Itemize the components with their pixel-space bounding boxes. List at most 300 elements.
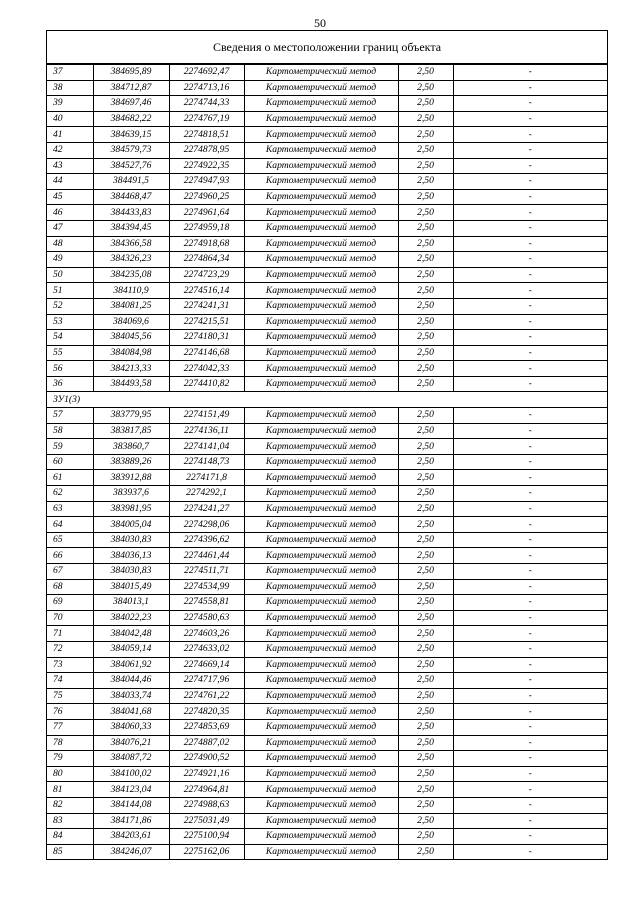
y-coordinate-cell: 2274633,02 bbox=[169, 641, 244, 657]
point-number-cell: 70 bbox=[47, 610, 93, 626]
method-cell: Картометрический метод bbox=[244, 423, 398, 439]
x-coordinate-cell: 384491,5 bbox=[93, 174, 169, 190]
accuracy-cell: 2,50 bbox=[398, 314, 453, 330]
accuracy-cell: 2,50 bbox=[398, 766, 453, 782]
x-coordinate-cell: 384081,25 bbox=[93, 298, 169, 314]
description-cell: - bbox=[453, 80, 607, 96]
description-cell: - bbox=[453, 96, 607, 112]
x-coordinate-cell: 384015,49 bbox=[93, 579, 169, 595]
description-cell: - bbox=[453, 766, 607, 782]
table-row bbox=[47, 142, 607, 158]
description-cell: - bbox=[453, 330, 607, 346]
description-cell: - bbox=[453, 486, 607, 502]
accuracy-cell: 2,50 bbox=[398, 782, 453, 798]
method-cell: Картометрический метод bbox=[244, 610, 398, 626]
accuracy-cell: 2,50 bbox=[398, 610, 453, 626]
accuracy-cell: 2,50 bbox=[398, 517, 453, 533]
method-cell: Картометрический метод bbox=[244, 517, 398, 533]
method-cell: Картометрический метод bbox=[244, 501, 398, 517]
description-cell: - bbox=[453, 595, 607, 611]
description-cell: - bbox=[453, 610, 607, 626]
y-coordinate-cell: 2274723,29 bbox=[169, 267, 244, 283]
y-coordinate-cell: 2274516,14 bbox=[169, 283, 244, 299]
description-cell: - bbox=[453, 813, 607, 829]
y-coordinate-cell: 2274853,69 bbox=[169, 719, 244, 735]
method-cell: Картометрический метод bbox=[244, 127, 398, 143]
method-cell: Картометрический метод bbox=[244, 298, 398, 314]
point-number-cell: 45 bbox=[47, 189, 93, 205]
method-cell: Картометрический метод bbox=[244, 314, 398, 330]
table-row bbox=[47, 517, 607, 533]
table-row bbox=[47, 829, 607, 845]
point-number-cell: 62 bbox=[47, 486, 93, 502]
y-coordinate-cell: 2274148,73 bbox=[169, 454, 244, 470]
accuracy-cell: 2,50 bbox=[398, 454, 453, 470]
point-number-cell: 76 bbox=[47, 704, 93, 720]
y-coordinate-cell: 2274959,18 bbox=[169, 220, 244, 236]
method-cell: Картометрический метод bbox=[244, 236, 398, 252]
y-coordinate-cell: 2274141,04 bbox=[169, 439, 244, 455]
accuracy-cell: 2,50 bbox=[398, 298, 453, 314]
x-coordinate-cell: 383937,6 bbox=[93, 486, 169, 502]
table-row bbox=[47, 735, 607, 751]
accuracy-cell: 2,50 bbox=[398, 579, 453, 595]
y-coordinate-cell: 2274603,26 bbox=[169, 626, 244, 642]
y-coordinate-cell: 2274988,63 bbox=[169, 797, 244, 813]
description-cell: - bbox=[453, 844, 607, 860]
point-number-cell: 83 bbox=[47, 813, 93, 829]
y-coordinate-cell: 2274558,81 bbox=[169, 595, 244, 611]
y-coordinate-cell: 2274713,16 bbox=[169, 80, 244, 96]
point-number-cell: 75 bbox=[47, 688, 93, 704]
method-cell: Картометрический метод bbox=[244, 330, 398, 346]
table-row bbox=[47, 595, 607, 611]
table-row bbox=[47, 236, 607, 252]
x-coordinate-cell: 384697,46 bbox=[93, 96, 169, 112]
x-coordinate-cell: 384044,46 bbox=[93, 673, 169, 689]
table-row bbox=[47, 641, 607, 657]
x-coordinate-cell: 384069,6 bbox=[93, 314, 169, 330]
y-coordinate-cell: 2274922,35 bbox=[169, 158, 244, 174]
description-cell: - bbox=[453, 298, 607, 314]
point-number-cell: 71 bbox=[47, 626, 93, 642]
x-coordinate-cell: 384682,22 bbox=[93, 111, 169, 127]
method-cell: Картометрический метод bbox=[244, 829, 398, 845]
description-cell: - bbox=[453, 829, 607, 845]
method-cell: Картометрический метод bbox=[244, 454, 398, 470]
table-row bbox=[47, 96, 607, 112]
y-coordinate-cell: 2275162,06 bbox=[169, 844, 244, 860]
description-cell: - bbox=[453, 579, 607, 595]
method-cell: Картометрический метод bbox=[244, 766, 398, 782]
accuracy-cell: 2,50 bbox=[398, 486, 453, 502]
table-row bbox=[47, 813, 607, 829]
description-cell: - bbox=[453, 641, 607, 657]
accuracy-cell: 2,50 bbox=[398, 688, 453, 704]
table-row bbox=[47, 782, 607, 798]
point-number-cell: 79 bbox=[47, 751, 93, 767]
x-coordinate-cell: 383817,85 bbox=[93, 423, 169, 439]
table-row bbox=[47, 704, 607, 720]
method-cell: Картометрический метод bbox=[244, 345, 398, 361]
description-cell: - bbox=[453, 719, 607, 735]
x-coordinate-cell: 383981,95 bbox=[93, 501, 169, 517]
method-cell: Картометрический метод bbox=[244, 688, 398, 704]
x-coordinate-cell: 384394,45 bbox=[93, 220, 169, 236]
point-number-cell: 82 bbox=[47, 797, 93, 813]
x-coordinate-cell: 384695,89 bbox=[93, 65, 169, 81]
x-coordinate-cell: 384433,83 bbox=[93, 205, 169, 221]
description-cell: - bbox=[453, 283, 607, 299]
accuracy-cell: 2,50 bbox=[398, 501, 453, 517]
method-cell: Картометрический метод bbox=[244, 470, 398, 486]
table-row bbox=[47, 283, 607, 299]
table-row bbox=[47, 439, 607, 455]
point-number-cell: 37 bbox=[47, 65, 93, 81]
y-coordinate-cell: 2274171,8 bbox=[169, 470, 244, 486]
description-cell: - bbox=[453, 797, 607, 813]
y-coordinate-cell: 2274717,96 bbox=[169, 673, 244, 689]
y-coordinate-cell: 2274864,34 bbox=[169, 252, 244, 268]
y-coordinate-cell: 2274818,51 bbox=[169, 127, 244, 143]
y-coordinate-cell: 2274292,1 bbox=[169, 486, 244, 502]
description-cell: - bbox=[453, 361, 607, 377]
y-coordinate-cell: 2274580,63 bbox=[169, 610, 244, 626]
x-coordinate-cell: 384712,87 bbox=[93, 80, 169, 96]
accuracy-cell: 2,50 bbox=[398, 735, 453, 751]
accuracy-cell: 2,50 bbox=[398, 205, 453, 221]
accuracy-cell: 2,50 bbox=[398, 439, 453, 455]
y-coordinate-cell: 2274136,11 bbox=[169, 423, 244, 439]
description-cell: - bbox=[453, 548, 607, 564]
table-row bbox=[47, 220, 607, 236]
point-number-cell: 65 bbox=[47, 532, 93, 548]
point-number-cell: 44 bbox=[47, 174, 93, 190]
table-row bbox=[47, 267, 607, 283]
method-cell: Картометрический метод bbox=[244, 579, 398, 595]
x-coordinate-cell: 384100,02 bbox=[93, 766, 169, 782]
table-row bbox=[47, 345, 607, 361]
accuracy-cell: 2,50 bbox=[398, 657, 453, 673]
x-coordinate-cell: 384013,1 bbox=[93, 595, 169, 611]
y-coordinate-cell: 2274761,22 bbox=[169, 688, 244, 704]
y-coordinate-cell: 2274947,93 bbox=[169, 174, 244, 190]
accuracy-cell: 2,50 bbox=[398, 548, 453, 564]
section-row bbox=[47, 392, 607, 408]
accuracy-cell: 2,50 bbox=[398, 532, 453, 548]
method-cell: Картометрический метод bbox=[244, 532, 398, 548]
section-label: ЗУ1(3) bbox=[47, 392, 607, 408]
method-cell: Картометрический метод bbox=[244, 96, 398, 112]
method-cell: Картометрический метод bbox=[244, 65, 398, 81]
x-coordinate-cell: 383912,88 bbox=[93, 470, 169, 486]
x-coordinate-cell: 384144,08 bbox=[93, 797, 169, 813]
x-coordinate-cell: 384527,76 bbox=[93, 158, 169, 174]
method-cell: Картометрический метод bbox=[244, 657, 398, 673]
table-row bbox=[47, 844, 607, 860]
description-cell: - bbox=[453, 626, 607, 642]
point-number-cell: 69 bbox=[47, 595, 93, 611]
method-cell: Картометрический метод bbox=[244, 376, 398, 392]
point-number-cell: 48 bbox=[47, 236, 93, 252]
point-number-cell: 67 bbox=[47, 564, 93, 580]
x-coordinate-cell: 384045,56 bbox=[93, 330, 169, 346]
description-cell: - bbox=[453, 220, 607, 236]
table-row bbox=[47, 376, 607, 392]
point-number-cell: 78 bbox=[47, 735, 93, 751]
point-number-cell: 54 bbox=[47, 330, 93, 346]
x-coordinate-cell: 384110,9 bbox=[93, 283, 169, 299]
description-cell: - bbox=[453, 782, 607, 798]
accuracy-cell: 2,50 bbox=[398, 595, 453, 611]
method-cell: Картометрический метод bbox=[244, 486, 398, 502]
point-number-cell: 81 bbox=[47, 782, 93, 798]
point-number-cell: 40 bbox=[47, 111, 93, 127]
x-coordinate-cell: 384171,86 bbox=[93, 813, 169, 829]
method-cell: Картометрический метод bbox=[244, 142, 398, 158]
accuracy-cell: 2,50 bbox=[398, 345, 453, 361]
method-cell: Картометрический метод bbox=[244, 80, 398, 96]
accuracy-cell: 2,50 bbox=[398, 142, 453, 158]
accuracy-cell: 2,50 bbox=[398, 236, 453, 252]
accuracy-cell: 2,50 bbox=[398, 719, 453, 735]
x-coordinate-cell: 384036,13 bbox=[93, 548, 169, 564]
point-number-cell: 46 bbox=[47, 205, 93, 221]
x-coordinate-cell: 384033,74 bbox=[93, 688, 169, 704]
y-coordinate-cell: 2274461,44 bbox=[169, 548, 244, 564]
point-number-cell: 60 bbox=[47, 454, 93, 470]
point-number-cell: 38 bbox=[47, 80, 93, 96]
x-coordinate-cell: 384246,07 bbox=[93, 844, 169, 860]
table-row bbox=[47, 797, 607, 813]
table-row bbox=[47, 111, 607, 127]
point-number-cell: 66 bbox=[47, 548, 93, 564]
accuracy-cell: 2,50 bbox=[398, 252, 453, 268]
y-coordinate-cell: 2274960,25 bbox=[169, 189, 244, 205]
accuracy-cell: 2,50 bbox=[398, 673, 453, 689]
method-cell: Картометрический метод bbox=[244, 361, 398, 377]
x-coordinate-cell: 383779,95 bbox=[93, 408, 169, 424]
table-row bbox=[47, 205, 607, 221]
accuracy-cell: 2,50 bbox=[398, 376, 453, 392]
accuracy-cell: 2,50 bbox=[398, 751, 453, 767]
table-row bbox=[47, 408, 607, 424]
y-coordinate-cell: 2275031,49 bbox=[169, 813, 244, 829]
y-coordinate-cell: 2274878,95 bbox=[169, 142, 244, 158]
point-number-cell: 59 bbox=[47, 439, 93, 455]
x-coordinate-cell: 384235,08 bbox=[93, 267, 169, 283]
method-cell: Картометрический метод bbox=[244, 735, 398, 751]
y-coordinate-cell: 2274767,19 bbox=[169, 111, 244, 127]
table-row bbox=[47, 673, 607, 689]
table-row bbox=[47, 501, 607, 517]
description-cell: - bbox=[453, 65, 607, 81]
description-cell: - bbox=[453, 142, 607, 158]
method-cell: Картометрический метод bbox=[244, 205, 398, 221]
x-coordinate-cell: 384579,73 bbox=[93, 142, 169, 158]
point-number-cell: 74 bbox=[47, 673, 93, 689]
description-cell: - bbox=[453, 376, 607, 392]
accuracy-cell: 2,50 bbox=[398, 111, 453, 127]
method-cell: Картометрический метод bbox=[244, 158, 398, 174]
table-row bbox=[47, 298, 607, 314]
accuracy-cell: 2,50 bbox=[398, 423, 453, 439]
y-coordinate-cell: 2274692,47 bbox=[169, 65, 244, 81]
x-coordinate-cell: 384468,47 bbox=[93, 189, 169, 205]
accuracy-cell: 2,50 bbox=[398, 704, 453, 720]
point-number-cell: 53 bbox=[47, 314, 93, 330]
method-cell: Картометрический метод bbox=[244, 719, 398, 735]
x-coordinate-cell: 384030,83 bbox=[93, 564, 169, 580]
x-coordinate-cell: 384076,21 bbox=[93, 735, 169, 751]
x-coordinate-cell: 384060,33 bbox=[93, 719, 169, 735]
point-number-cell: 49 bbox=[47, 252, 93, 268]
description-cell: - bbox=[453, 673, 607, 689]
point-number-cell: 85 bbox=[47, 844, 93, 860]
point-number-cell: 39 bbox=[47, 96, 93, 112]
point-number-cell: 64 bbox=[47, 517, 93, 533]
description-cell: - bbox=[453, 158, 607, 174]
table-row bbox=[47, 657, 607, 673]
point-number-cell: 57 bbox=[47, 408, 93, 424]
method-cell: Картометрический метод bbox=[244, 595, 398, 611]
description-cell: - bbox=[453, 314, 607, 330]
table-row bbox=[47, 564, 607, 580]
table-row bbox=[47, 719, 607, 735]
description-cell: - bbox=[453, 564, 607, 580]
accuracy-cell: 2,50 bbox=[398, 96, 453, 112]
y-coordinate-cell: 2274900,52 bbox=[169, 751, 244, 767]
description-cell: - bbox=[453, 704, 607, 720]
method-cell: Картометрический метод bbox=[244, 704, 398, 720]
description-cell: - bbox=[453, 205, 607, 221]
point-number-cell: 55 bbox=[47, 345, 93, 361]
table-row bbox=[47, 80, 607, 96]
method-cell: Картометрический метод bbox=[244, 797, 398, 813]
x-coordinate-cell: 384366,58 bbox=[93, 236, 169, 252]
y-coordinate-cell: 2274744,33 bbox=[169, 96, 244, 112]
method-cell: Картометрический метод bbox=[244, 626, 398, 642]
table-row bbox=[47, 189, 607, 205]
y-coordinate-cell: 2274410,82 bbox=[169, 376, 244, 392]
table-row bbox=[47, 330, 607, 346]
accuracy-cell: 2,50 bbox=[398, 361, 453, 377]
table-row bbox=[47, 579, 607, 595]
table-row bbox=[47, 548, 607, 564]
accuracy-cell: 2,50 bbox=[398, 626, 453, 642]
accuracy-cell: 2,50 bbox=[398, 797, 453, 813]
y-coordinate-cell: 2274180,31 bbox=[169, 330, 244, 346]
coordinates-table-body bbox=[47, 65, 607, 860]
table-row bbox=[47, 314, 607, 330]
coordinates-table bbox=[47, 64, 607, 860]
y-coordinate-cell: 2274669,14 bbox=[169, 657, 244, 673]
method-cell: Картометрический метод bbox=[244, 252, 398, 268]
accuracy-cell: 2,50 bbox=[398, 158, 453, 174]
point-number-cell: 84 bbox=[47, 829, 93, 845]
point-number-cell: 80 bbox=[47, 766, 93, 782]
x-coordinate-cell: 384030,83 bbox=[93, 532, 169, 548]
description-cell: - bbox=[453, 501, 607, 517]
table-row bbox=[47, 65, 607, 81]
description-cell: - bbox=[453, 454, 607, 470]
y-coordinate-cell: 2274921,16 bbox=[169, 766, 244, 782]
method-cell: Картометрический метод bbox=[244, 267, 398, 283]
accuracy-cell: 2,50 bbox=[398, 65, 453, 81]
x-coordinate-cell: 384005,04 bbox=[93, 517, 169, 533]
description-cell: - bbox=[453, 345, 607, 361]
description-cell: - bbox=[453, 127, 607, 143]
y-coordinate-cell: 2274146,68 bbox=[169, 345, 244, 361]
method-cell: Картометрический метод bbox=[244, 782, 398, 798]
x-coordinate-cell: 384326,23 bbox=[93, 252, 169, 268]
method-cell: Картометрический метод bbox=[244, 813, 398, 829]
description-cell: - bbox=[453, 236, 607, 252]
point-number-cell: 42 bbox=[47, 142, 93, 158]
y-coordinate-cell: 2275100,94 bbox=[169, 829, 244, 845]
y-coordinate-cell: 2274918,68 bbox=[169, 236, 244, 252]
x-coordinate-cell: 384493,58 bbox=[93, 376, 169, 392]
point-number-cell: 61 bbox=[47, 470, 93, 486]
accuracy-cell: 2,50 bbox=[398, 283, 453, 299]
description-cell: - bbox=[453, 423, 607, 439]
y-coordinate-cell: 2274961,64 bbox=[169, 205, 244, 221]
method-cell: Картометрический метод bbox=[244, 174, 398, 190]
point-number-cell: 51 bbox=[47, 283, 93, 299]
point-number-cell: 63 bbox=[47, 501, 93, 517]
description-cell: - bbox=[453, 657, 607, 673]
method-cell: Картометрический метод bbox=[244, 548, 398, 564]
y-coordinate-cell: 2274887,02 bbox=[169, 735, 244, 751]
description-cell: - bbox=[453, 267, 607, 283]
table-row bbox=[47, 127, 607, 143]
point-number-cell: 72 bbox=[47, 641, 93, 657]
point-number-cell: 50 bbox=[47, 267, 93, 283]
method-cell: Картометрический метод bbox=[244, 189, 398, 205]
description-cell: - bbox=[453, 517, 607, 533]
point-number-cell: 52 bbox=[47, 298, 93, 314]
table-row bbox=[47, 158, 607, 174]
y-coordinate-cell: 2274042,33 bbox=[169, 361, 244, 377]
accuracy-cell: 2,50 bbox=[398, 174, 453, 190]
point-number-cell: 47 bbox=[47, 220, 93, 236]
description-cell: - bbox=[453, 189, 607, 205]
method-cell: Картометрический метод bbox=[244, 844, 398, 860]
method-cell: Картометрический метод bbox=[244, 641, 398, 657]
y-coordinate-cell: 2274534,99 bbox=[169, 579, 244, 595]
description-cell: - bbox=[453, 408, 607, 424]
accuracy-cell: 2,50 bbox=[398, 829, 453, 845]
x-coordinate-cell: 384061,92 bbox=[93, 657, 169, 673]
y-coordinate-cell: 2274151,49 bbox=[169, 408, 244, 424]
point-number-cell: 56 bbox=[47, 361, 93, 377]
description-cell: - bbox=[453, 111, 607, 127]
description-cell: - bbox=[453, 439, 607, 455]
page-number: 50 bbox=[314, 16, 326, 30]
accuracy-cell: 2,50 bbox=[398, 470, 453, 486]
x-coordinate-cell: 384042,48 bbox=[93, 626, 169, 642]
x-coordinate-cell: 384059,14 bbox=[93, 641, 169, 657]
x-coordinate-cell: 384022,23 bbox=[93, 610, 169, 626]
method-cell: Картометрический метод bbox=[244, 220, 398, 236]
table-row bbox=[47, 252, 607, 268]
table-heading: Сведения о местоположении границ объекта bbox=[47, 31, 607, 64]
y-coordinate-cell: 2274215,51 bbox=[169, 314, 244, 330]
accuracy-cell: 2,50 bbox=[398, 408, 453, 424]
table-row bbox=[47, 470, 607, 486]
accuracy-cell: 2,50 bbox=[398, 330, 453, 346]
table-row bbox=[47, 751, 607, 767]
